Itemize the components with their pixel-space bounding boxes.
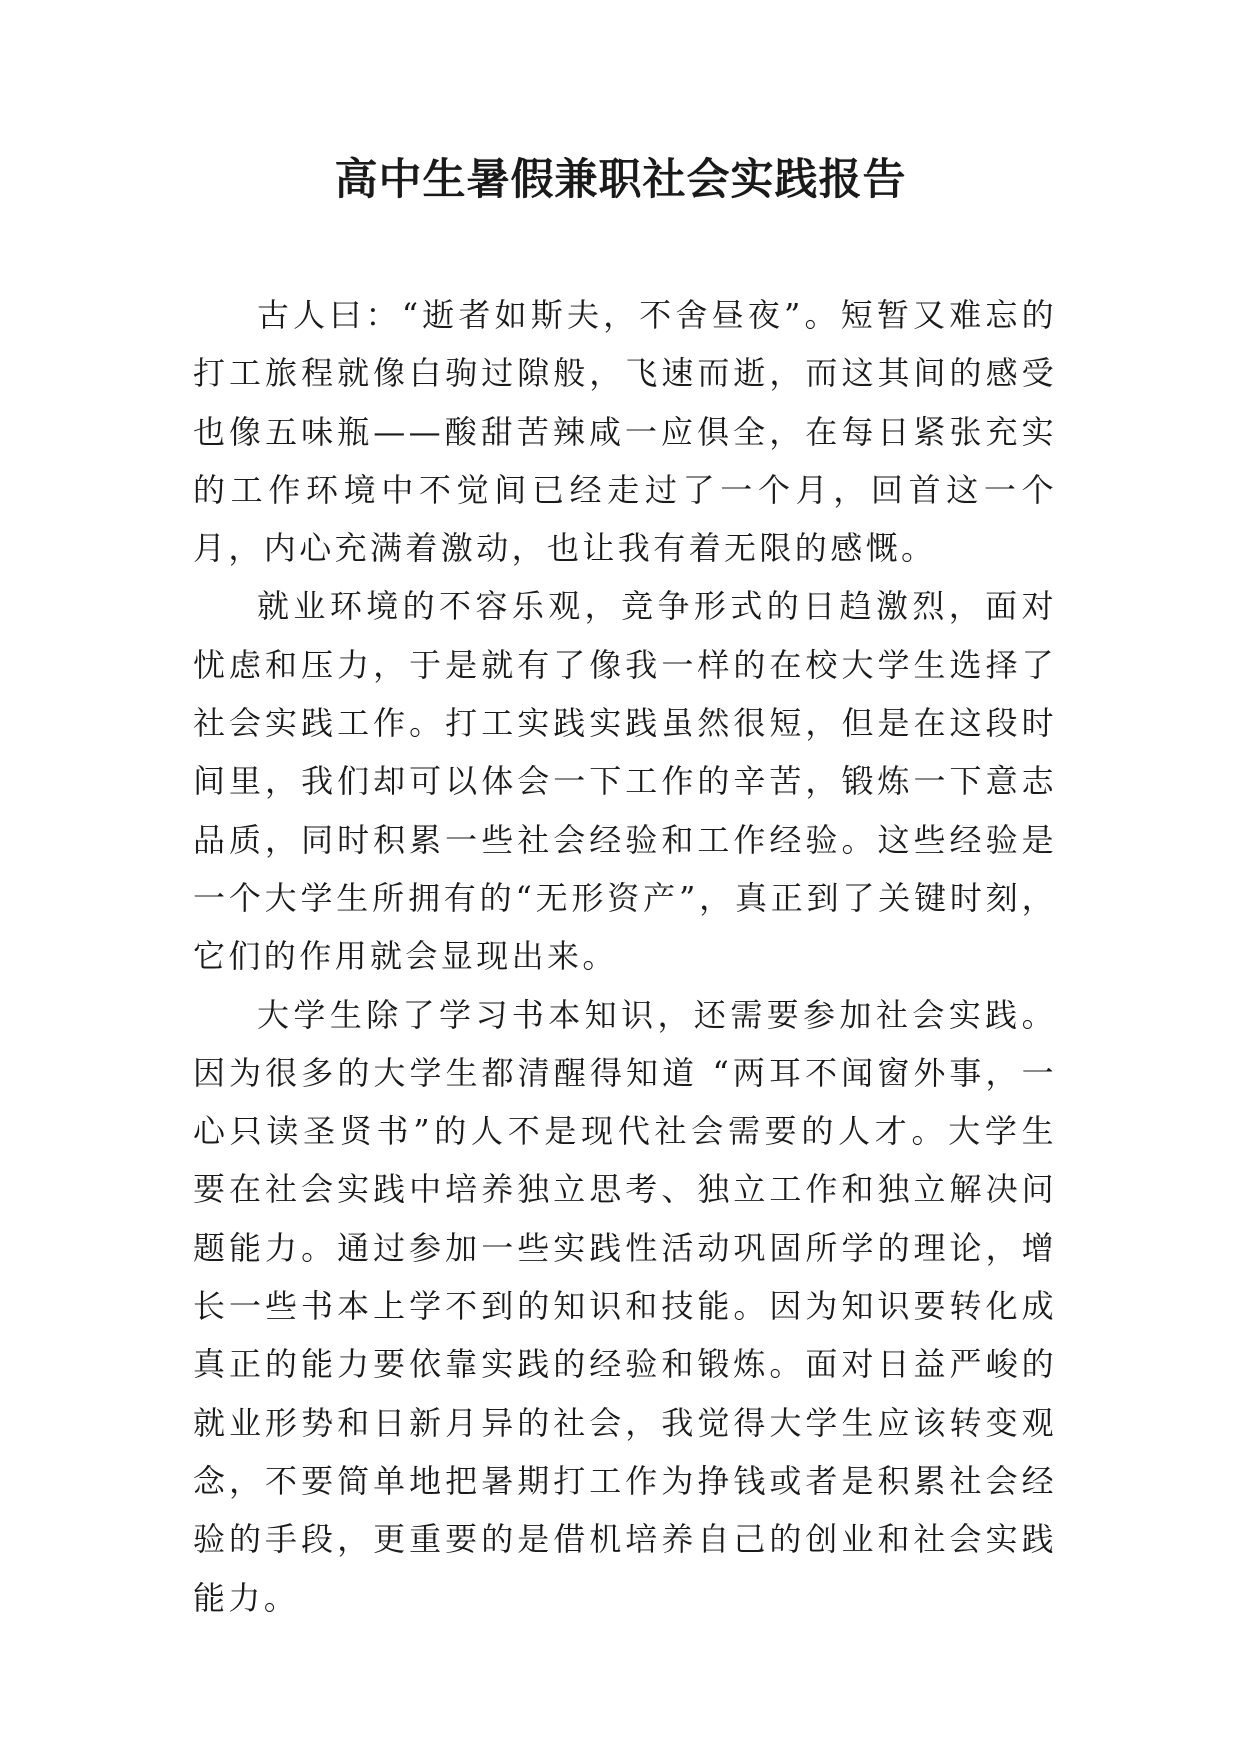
paragraph-1: 古人曰：“逝者如斯夫，不舍昼夜”。短暂又难忘的打工旅程就像白驹过隙般，飞速而逝，而这其间的感受也像五味瓶——酸甜苦辣咸一应俱全，在每日紧张充实的工作环境中不觉间已经走过了一个月，回首这一个月，内心充满着激动，也让我有着无限的感慨。 <box>193 296 1057 568</box>
document-title: 高中生暑假兼职社会实践报告 <box>334 155 907 205</box>
paragraph-2: 就业环境的不容乐观，竞争形式的日趋激烈，面对忧虑和压力，于是就有了像我一样的在校大学生选择了社会实践工作。打工实践实践虽然很短，但是在这段时间里，我们却可以体会一下工作的辛苦，锻炼一下意志品质，同时积累一些社会经验和工作经验。这些经验是一个大学生所拥有的“无形资产”，真正到了关键时刻，它们的作用就会显现出来。 <box>193 587 1057 976</box>
document-body <box>193 286 1057 1627</box>
paragraph-3: 大学生除了学习书本知识，还需要参加社会实践。因为很多的大学生都清醒得知道 “两耳不闻窗外事，一心只读圣贤书”的人不是现代社会需要的人才。大学生要在社会实践中培养独立思考、独立工作和独立解决问题能力。通过参加一些实践性活动巩固所学的理论，增长一些书本上学不到的知识和技能。因为知识要转化成真正的能力要依靠实践的经验和锻炼。面对日益严峻的就业形势和日新月异的社会，我觉得大学生应该转变观念，不要简单地把暑期打工作为挣钱或者是积累社会经验的手段，更重要的是借机培养自己的创业和社会实践能力。 <box>193 995 1057 1617</box>
